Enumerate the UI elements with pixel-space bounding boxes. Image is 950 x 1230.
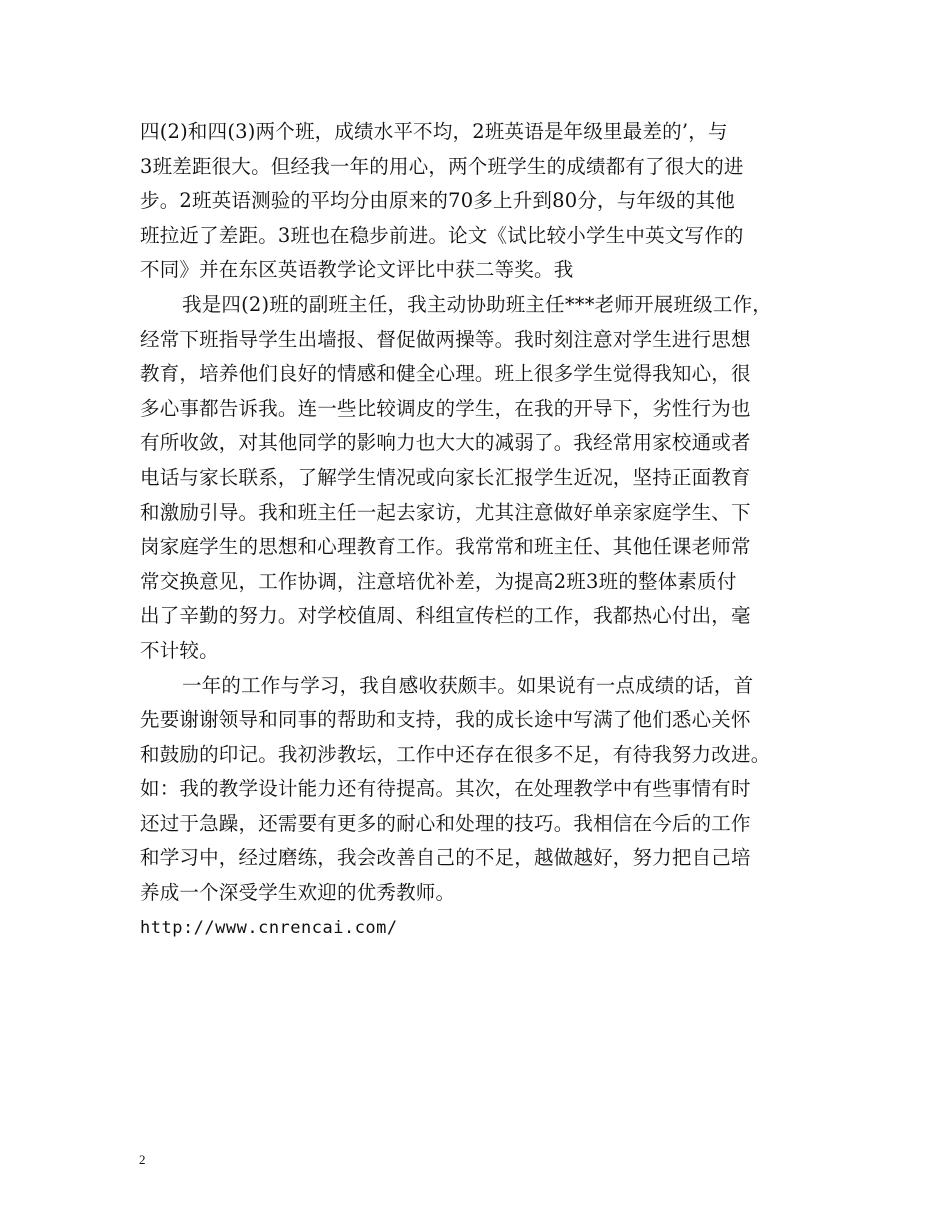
text-line: 电话与家长联系，了解学生情况或向家长汇报学生近况，坚持正面教育 (140, 465, 751, 489)
text-line: 有所收敛，对其他同学的影响力也大大的减弱了。我经常用家校通或者 (140, 431, 751, 455)
text-line: 先要谢谢领导和同事的帮助和支持，我的成长途中写满了他们悉心关怀 (140, 708, 751, 732)
text-line: 多心事都告诉我。连一些比较调皮的学生，在我的开导下，劣性行为也 (140, 396, 751, 420)
text-line: 3班差距很大。但经我一年的用心，两个班学生的成绩都有了很大的进 (140, 154, 744, 178)
text-line: 和鼓励的印记。我初涉教坛，工作中还存在很多不足，有待我努力改进。 (140, 742, 771, 766)
text-line: 如：我的教学设计能力还有待提高。其次，在处理教学中有些事情有时 (140, 777, 751, 801)
page-number: 2 (139, 1152, 146, 1167)
text-line: 经常下班指导学生出墙报、督促做两操等。我时刻注意对学生进行思想 (140, 327, 751, 351)
text-line: 养成一个深受学生欢迎的优秀教师。 (140, 881, 456, 905)
text-line: 教育，培养他们良好的情感和健全心理。班上很多学生觉得我知心，很 (140, 362, 751, 386)
text-line: 四(2)和四(3)两个班，成绩水平不均，2班英语是年级里最差的’，与 (140, 120, 728, 143)
text-line: 班拉近了差距。3班也在稳步前进。论文《试比较小学生中英文写作的 (140, 223, 744, 247)
body-text (140, 115, 830, 945)
text-line: 不同》并在东区英语教学论文评比中获二等奖。我 (140, 258, 574, 282)
text-line: 和学习中，经过磨练，我会改善自己的不足，越做越好，努力把自己培 (140, 846, 751, 870)
text-line: 出了辛勤的努力。对学校值周、科组宣传栏的工作，我都热心付出，毫 (140, 604, 751, 628)
text-line: 还过于急躁，还需要有更多的耐心和处理的技巧。我相信在今后的工作 (140, 811, 751, 835)
text-line: 步。2班英语测验的平均分由原来的70多上升到80分，与年级的其他 (140, 189, 735, 213)
text-line: 常交换意见，工作协调，注意培优补差，为提高2班3班的整体素质付 (140, 569, 737, 593)
paragraph-start-line: 一年的工作与学习，我自感收获颇丰。如果说有一点成绩的话，首 (182, 673, 754, 697)
text-line: 不计较。 (140, 638, 219, 662)
text-line: 岗家庭学生的思想和心理教育工作。我常常和班主任、其他任课老师常 (140, 535, 751, 559)
paragraph-start-line: 我是四(2)班的副班主任，我主动协助班主任***老师开展班级工作， (182, 292, 772, 316)
text-line: 和激励引导。我和班主任一起去家访，尤其注意做好单亲家庭学生、下 (140, 500, 751, 524)
source-url: http://www.cnrencai.com/ (140, 917, 398, 938)
